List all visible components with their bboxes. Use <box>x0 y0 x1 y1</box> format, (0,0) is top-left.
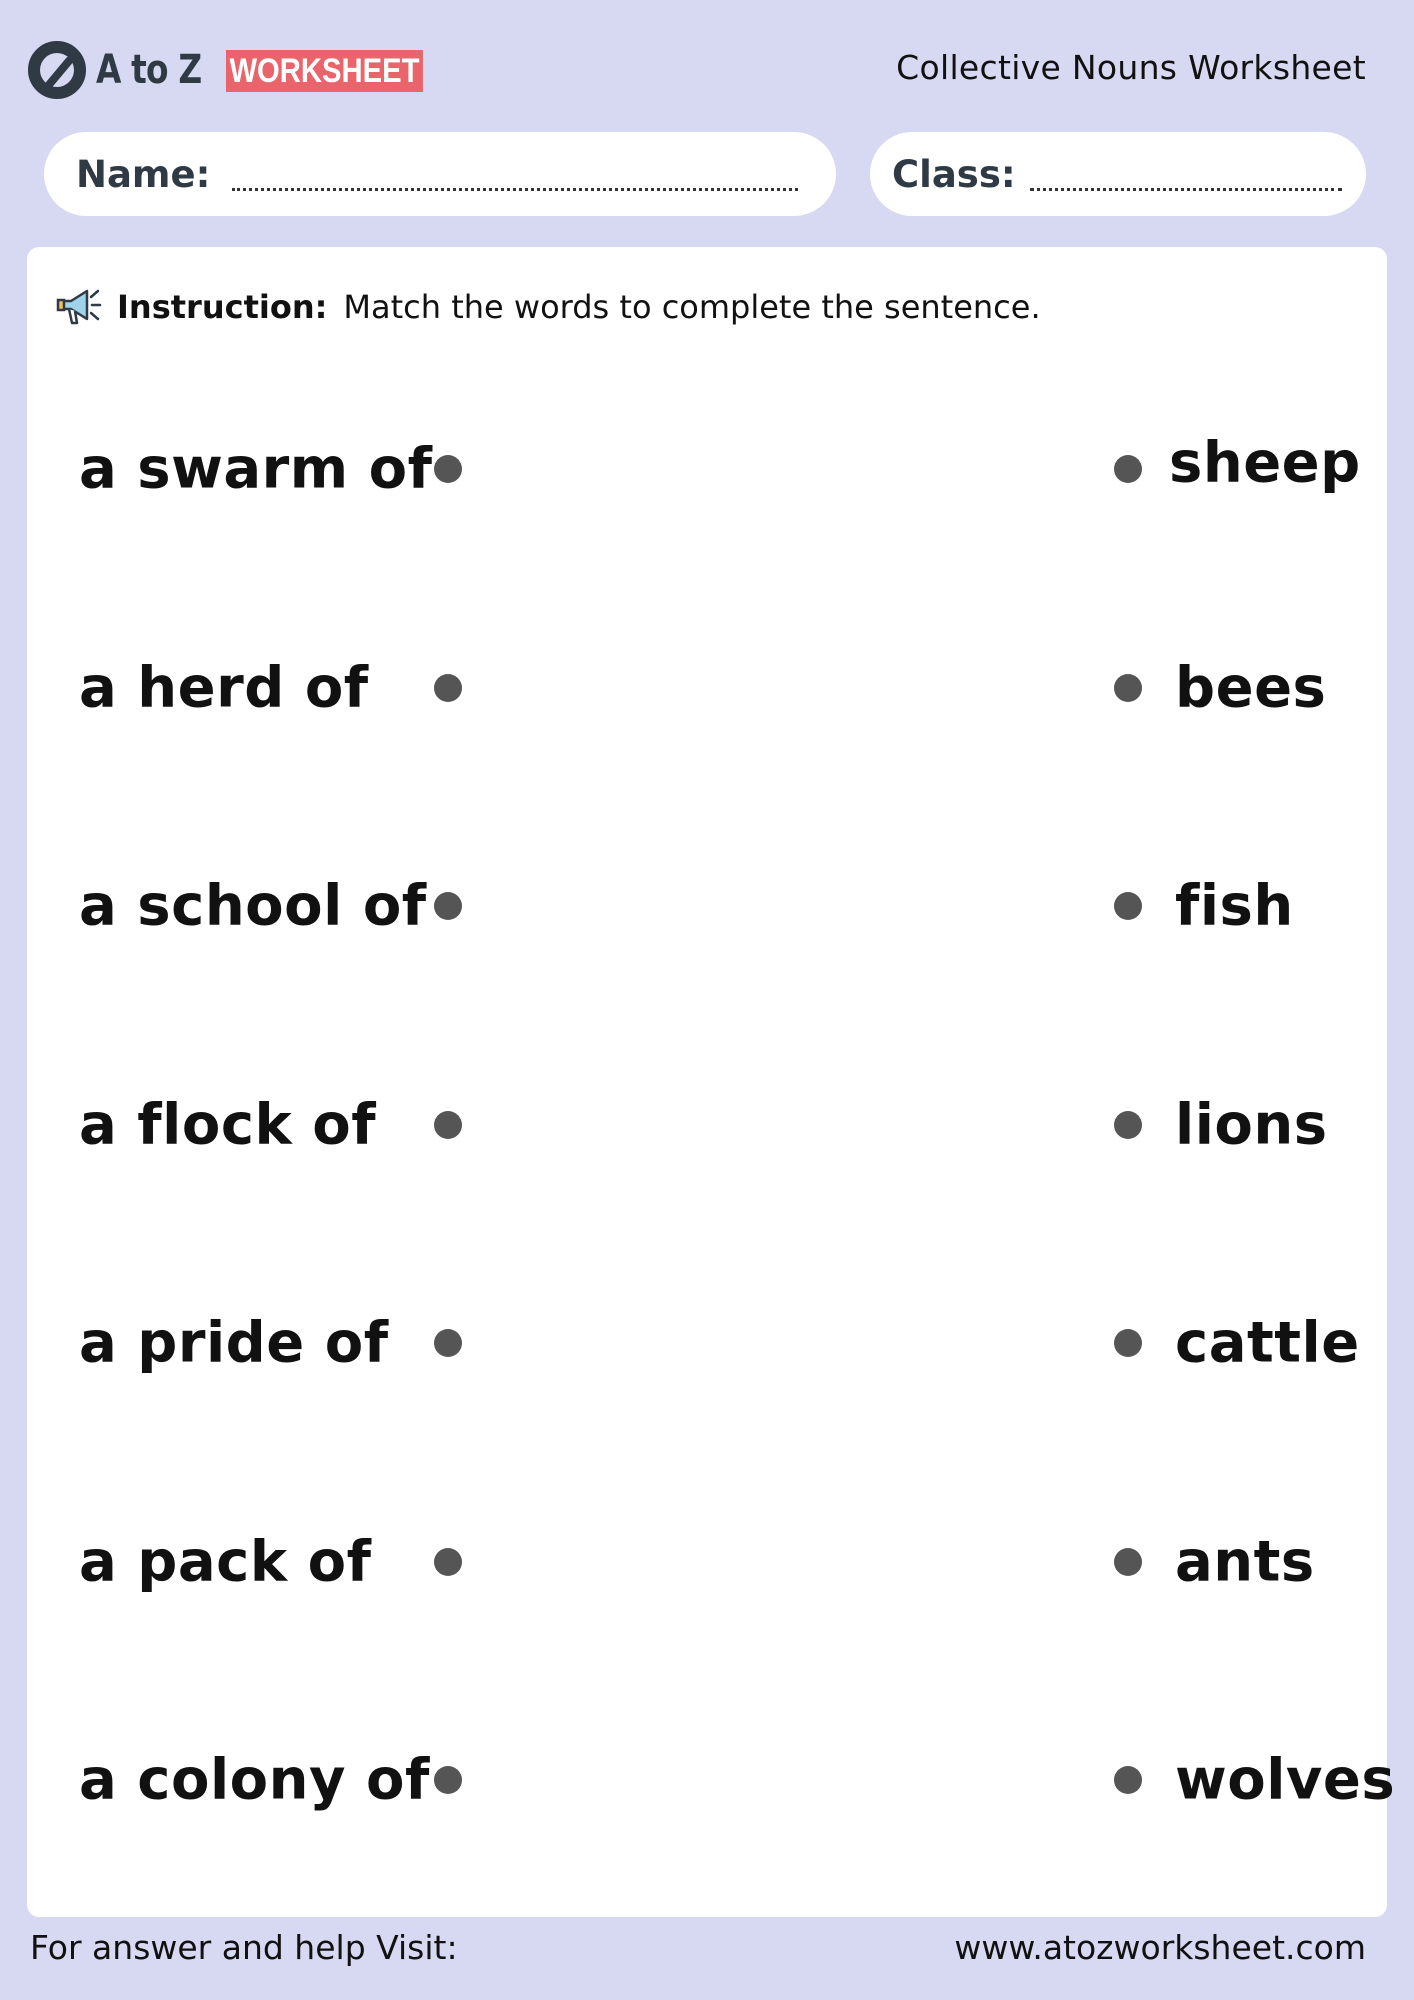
left-match-dot[interactable] <box>434 1766 462 1794</box>
left-match-dot[interactable] <box>434 1548 462 1576</box>
logo-text-atoz: A to Z <box>96 47 202 93</box>
right-word: fish <box>1175 873 1294 939</box>
logo-text-worksheet: WORKSHEET <box>226 50 423 92</box>
right-match-dot[interactable] <box>1114 455 1142 483</box>
megaphone-icon <box>55 285 103 329</box>
right-match-dot[interactable] <box>1114 1329 1142 1357</box>
left-match-dot[interactable] <box>434 674 462 702</box>
match-row <box>27 638 1387 738</box>
match-row <box>27 1293 1387 1393</box>
footer-website-link[interactable]: www.atozworksheet.com <box>954 1928 1366 1967</box>
worksheet-title: Collective Nouns Worksheet <box>896 48 1366 87</box>
right-match-dot[interactable] <box>1114 674 1142 702</box>
right-match-dot[interactable] <box>1114 892 1142 920</box>
name-writing-line[interactable] <box>232 168 798 191</box>
right-match-dot[interactable] <box>1114 1111 1142 1139</box>
left-phrase: a school of <box>79 873 427 939</box>
right-word: ants <box>1175 1529 1315 1595</box>
right-word: wolves <box>1175 1747 1396 1813</box>
left-match-dot[interactable] <box>434 892 462 920</box>
brand-logo <box>28 38 420 102</box>
right-word: lions <box>1175 1092 1328 1158</box>
instruction-text: Match the words to complete the sentence. <box>343 288 1041 326</box>
right-word: bees <box>1175 655 1327 721</box>
class-label: Class: <box>892 152 1016 196</box>
left-phrase: a pride of <box>79 1310 389 1376</box>
left-phrase: a colony of <box>79 1747 430 1813</box>
left-match-dot[interactable] <box>434 455 462 483</box>
match-row <box>27 1075 1387 1175</box>
instruction <box>55 285 1041 329</box>
right-word: sheep <box>1169 430 1361 496</box>
left-phrase: a pack of <box>79 1529 372 1595</box>
left-phrase: a swarm of <box>79 436 433 502</box>
match-row <box>27 1730 1396 1830</box>
name-label: Name: <box>76 152 211 196</box>
worksheet-card <box>27 247 1396 1917</box>
right-match-dot[interactable] <box>1114 1548 1142 1576</box>
left-phrase: a flock of <box>79 1092 377 1158</box>
left-match-dot[interactable] <box>434 1111 462 1139</box>
footer-help-text: For answer and help Visit: <box>30 1928 458 1967</box>
class-writing-line[interactable] <box>1030 168 1342 191</box>
name-field[interactable] <box>44 132 836 216</box>
left-match-dot[interactable] <box>434 1329 462 1357</box>
pencil-logo-icon <box>28 41 86 99</box>
instruction-label: Instruction: <box>117 288 328 326</box>
class-field[interactable] <box>870 132 1366 216</box>
match-row <box>27 419 1387 519</box>
match-row <box>27 856 1387 956</box>
match-row <box>27 1512 1387 1612</box>
right-word: cattle <box>1175 1310 1360 1376</box>
left-phrase: a herd of <box>79 655 369 721</box>
right-match-dot[interactable] <box>1114 1766 1142 1794</box>
